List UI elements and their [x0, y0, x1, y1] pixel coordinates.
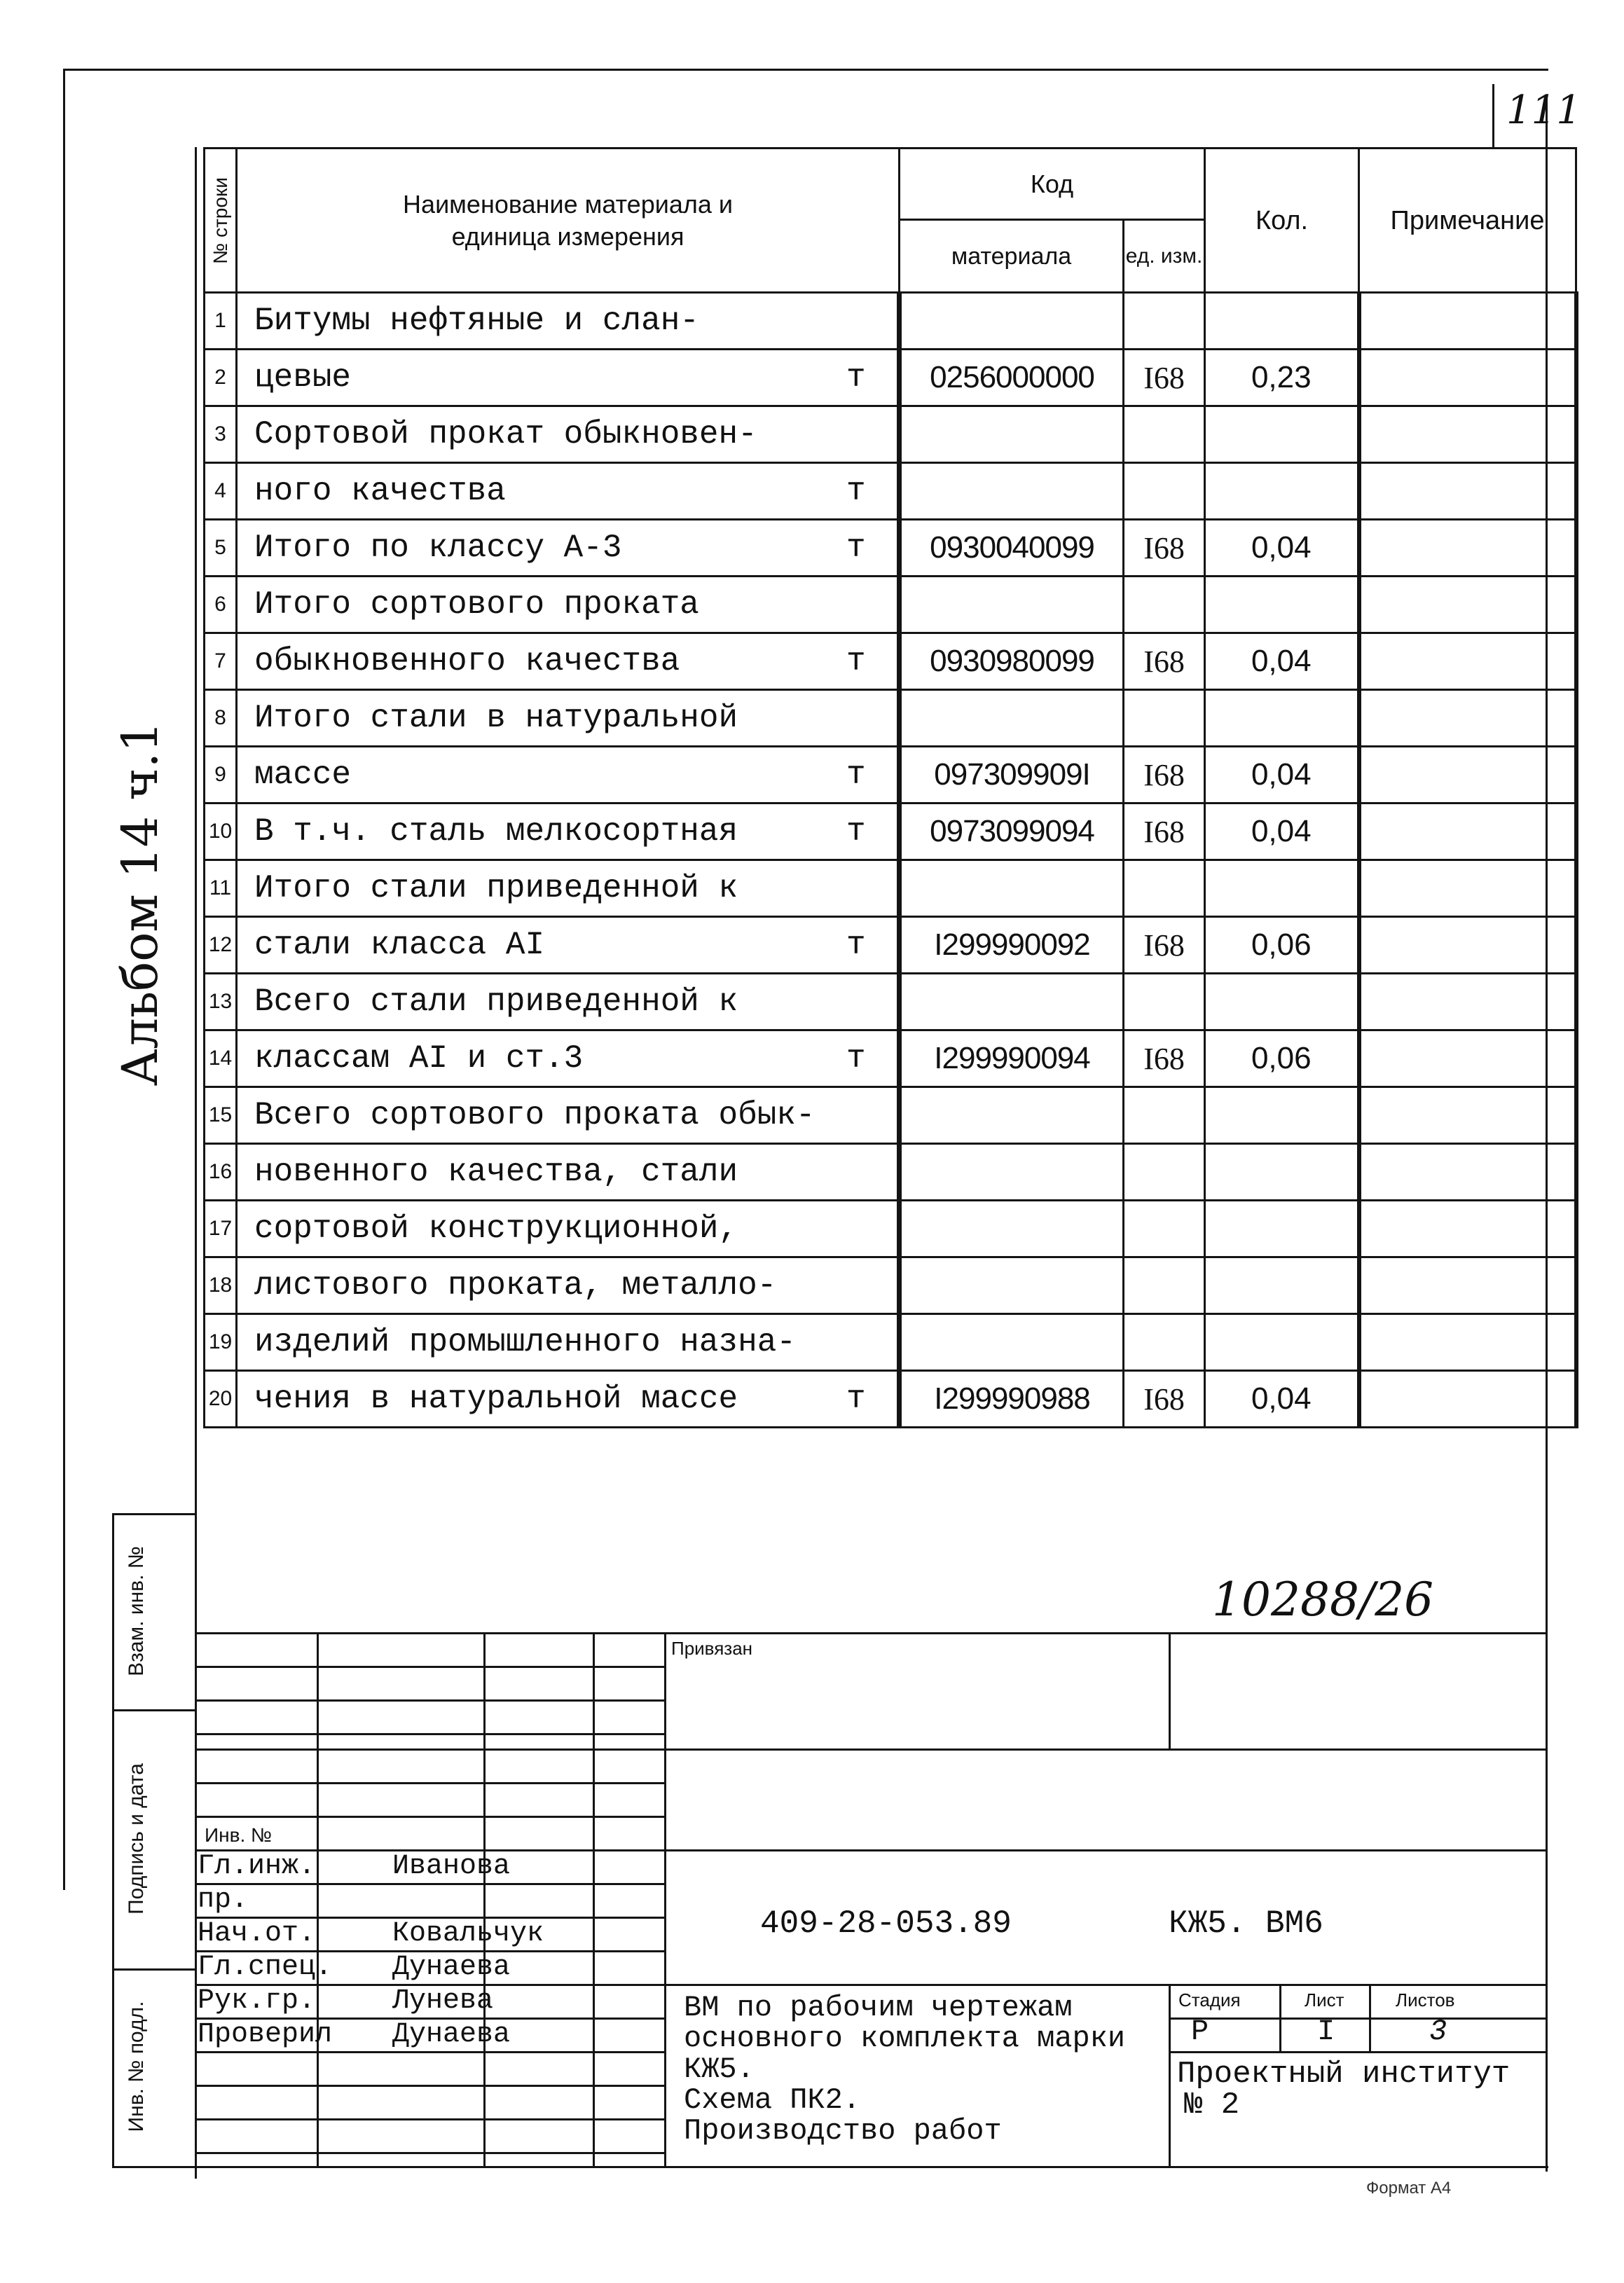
material-unit: т — [816, 917, 900, 974]
material-name: Итого сортового проката — [237, 577, 816, 633]
org-line-1: Проектный институт — [1177, 2057, 1511, 2092]
material-unit — [816, 577, 900, 633]
note-cell — [1359, 406, 1576, 463]
signature-role: Гл.спец. — [198, 1952, 333, 1983]
material-name: Итого по классу А-3 — [237, 520, 816, 577]
unit-code — [1124, 860, 1205, 917]
page-number-box-left — [1492, 84, 1494, 147]
side-stamp-left — [112, 1513, 114, 2168]
table-row — [205, 1371, 1576, 1428]
unit-code — [1124, 1144, 1205, 1201]
material-unit — [816, 1314, 900, 1371]
material-name: В т.ч. сталь мелкосортная — [237, 803, 816, 860]
frame-top — [63, 69, 1548, 71]
table-row — [205, 293, 1576, 350]
stage-value: Р — [1191, 2015, 1209, 2048]
format-label: Формат А4 — [1366, 2179, 1452, 2198]
row-number: 12 — [205, 917, 237, 974]
row-number: 11 — [205, 860, 237, 917]
row-number: 17 — [205, 1201, 237, 1257]
signature-role: Проверил — [198, 2019, 333, 2050]
header-row-no-label: № строки — [209, 177, 231, 264]
title-line: ВМ по рабочим чертежам — [684, 1991, 1073, 2025]
material-name: Сортовой прокат обыкновен- — [237, 406, 816, 463]
header-name — [237, 149, 900, 293]
header-name-label: Наименование материала и единица измерения — [403, 189, 733, 251]
table-row — [205, 1257, 1576, 1314]
material-name: классам AI и ст.3 — [237, 1030, 816, 1087]
unit-code — [1124, 1087, 1205, 1144]
title-line: КЖ5. — [684, 2053, 755, 2086]
table-row — [205, 520, 1576, 577]
sheet-label: Лист — [1305, 1989, 1344, 2010]
signature-name: Ковальчук — [392, 1918, 544, 1950]
quantity — [1205, 1201, 1359, 1257]
material-name: изделий промышленного назна- — [237, 1314, 816, 1371]
note-cell — [1359, 1201, 1576, 1257]
material-code — [900, 1314, 1124, 1371]
material-code: I299990092 — [900, 917, 1124, 974]
unit-code: I68 — [1124, 633, 1205, 690]
row-number: 15 — [205, 1087, 237, 1144]
unit-code: I68 — [1124, 520, 1205, 577]
inv-no-label: Инв. № — [205, 1824, 273, 1846]
quantity — [1205, 1314, 1359, 1371]
material-unit — [816, 406, 900, 463]
material-name: Итого стали приведенной к — [237, 860, 816, 917]
note-cell — [1359, 747, 1576, 803]
quantity: 0,04 — [1205, 520, 1359, 577]
registration-number: 10288/26 — [1212, 1573, 1434, 1627]
material-name: ного качества — [237, 463, 816, 520]
frame-left — [63, 69, 65, 1890]
row-number: 19 — [205, 1314, 237, 1371]
table-row — [205, 633, 1576, 690]
note-cell — [1359, 293, 1576, 350]
material-code — [900, 1257, 1124, 1314]
side-stamp-div3 — [112, 1968, 196, 1971]
unit-code — [1124, 974, 1205, 1030]
row-number: 4 — [205, 463, 237, 520]
material-code: I299990094 — [900, 1030, 1124, 1087]
material-name: Всего стали приведенной к — [237, 974, 816, 1030]
note-cell — [1359, 917, 1576, 974]
material-unit — [816, 1087, 900, 1144]
note-cell — [1359, 803, 1576, 860]
row-number: 6 — [205, 577, 237, 633]
privyazan-label: Привязан — [671, 1638, 753, 1659]
stage-label: Стадия — [1178, 1989, 1241, 2010]
quantity — [1205, 1257, 1359, 1314]
material-code — [900, 1144, 1124, 1201]
side-label-inv-podl: Инв. № подл. — [125, 2001, 148, 2132]
material-name: Всего сортового проката обык- — [237, 1087, 816, 1144]
unit-code: I68 — [1124, 803, 1205, 860]
table-row — [205, 860, 1576, 917]
doc-mark: КЖ5. ВМ6 — [1169, 1905, 1323, 1942]
material-name: стали класса AI — [237, 917, 816, 974]
material-code: 097309909I — [900, 747, 1124, 803]
material-name: Битумы нефтяные и слан- — [237, 293, 816, 350]
note-cell — [1359, 463, 1576, 520]
material-unit — [816, 1144, 900, 1201]
doc-code: 409-28-053.89 — [760, 1905, 1012, 1942]
row-number: 16 — [205, 1144, 237, 1201]
material-unit: т — [816, 803, 900, 860]
title-line: основного комплекта марки — [684, 2022, 1126, 2055]
table-row — [205, 917, 1576, 974]
sheet-value: I — [1317, 2015, 1335, 2048]
material-code: 0256000000 — [900, 350, 1124, 406]
signature-name: Лунева — [392, 1985, 494, 2017]
unit-code: I68 — [1124, 917, 1205, 974]
unit-code — [1124, 1201, 1205, 1257]
page-number: 111 — [1506, 88, 1581, 133]
table-row — [205, 463, 1576, 520]
table-row — [205, 577, 1576, 633]
header-material: материала — [900, 220, 1124, 293]
material-name: Итого стали в натуральной — [237, 690, 816, 747]
material-unit: т — [816, 1030, 900, 1087]
material-unit — [816, 293, 900, 350]
quantity — [1205, 577, 1359, 633]
unit-code: I68 — [1124, 747, 1205, 803]
quantity — [1205, 1087, 1359, 1144]
header-note: Примечание — [1359, 149, 1576, 293]
signature-name: Иванова — [392, 1851, 511, 1882]
unit-code — [1124, 406, 1205, 463]
side-label-vzam: Взам. инв. № — [125, 1546, 148, 1676]
material-code: I299990988 — [900, 1371, 1124, 1428]
note-cell — [1359, 974, 1576, 1030]
row-number: 14 — [205, 1030, 237, 1087]
material-code — [900, 577, 1124, 633]
material-unit — [816, 860, 900, 917]
unit-code — [1124, 1257, 1205, 1314]
material-code — [900, 406, 1124, 463]
title-line: Схема ПК2. — [684, 2083, 861, 2117]
quantity — [1205, 690, 1359, 747]
side-label-podpis: Подпись и дата — [125, 1763, 148, 1915]
sheets-label: Листов — [1396, 1989, 1455, 2010]
row-number: 9 — [205, 747, 237, 803]
header-qty: Кол. — [1205, 149, 1359, 293]
org-line-2: № 2 — [1184, 2088, 1240, 2123]
material-code: 0930980099 — [900, 633, 1124, 690]
material-unit: т — [816, 1371, 900, 1428]
note-cell — [1359, 350, 1576, 406]
header-unit: ед. изм. — [1124, 220, 1205, 293]
material-code: 0973099094 — [900, 803, 1124, 860]
material-code — [900, 860, 1124, 917]
row-number: 13 — [205, 974, 237, 1030]
material-unit: т — [816, 633, 900, 690]
quantity — [1205, 974, 1359, 1030]
sheets-value: 3 — [1429, 2015, 1447, 2048]
row-number: 7 — [205, 633, 237, 690]
table-row — [205, 1030, 1576, 1087]
note-cell — [1359, 1087, 1576, 1144]
material-code: 0930040099 — [900, 520, 1124, 577]
table-row — [205, 1201, 1576, 1257]
row-number: 1 — [205, 293, 237, 350]
note-cell — [1359, 577, 1576, 633]
table-row — [205, 803, 1576, 860]
quantity: 0,04 — [1205, 1371, 1359, 1428]
material-code — [900, 1201, 1124, 1257]
spec-table — [203, 147, 1578, 1428]
signature-role: пр. — [198, 1884, 249, 1916]
note-cell — [1359, 1314, 1576, 1371]
row-number: 5 — [205, 520, 237, 577]
note-cell — [1359, 1371, 1576, 1428]
row-number: 20 — [205, 1371, 237, 1428]
note-cell — [1359, 860, 1576, 917]
material-name: массе — [237, 747, 816, 803]
material-code — [900, 690, 1124, 747]
signature-name: Дунаева — [392, 2019, 511, 2050]
material-unit: т — [816, 520, 900, 577]
material-code — [900, 293, 1124, 350]
signature-name: Дунаева — [392, 1952, 511, 1983]
unit-code — [1124, 1314, 1205, 1371]
row-number: 2 — [205, 350, 237, 406]
note-cell — [1359, 690, 1576, 747]
note-cell — [1359, 1257, 1576, 1314]
material-name: листового проката, металло- — [237, 1257, 816, 1314]
table-row — [205, 1144, 1576, 1201]
material-name: обыкновенного качества — [237, 633, 816, 690]
quantity: 0,04 — [1205, 803, 1359, 860]
side-stamp-div2 — [112, 1709, 196, 1711]
quantity: 0,23 — [1205, 350, 1359, 406]
material-name: сортовой конструкционной, — [237, 1201, 816, 1257]
material-unit — [816, 1257, 900, 1314]
unit-code — [1124, 690, 1205, 747]
header-code: Код — [900, 149, 1205, 220]
frame-bottom — [112, 2166, 1548, 2168]
signature-role: Рук.гр. — [198, 1985, 316, 2017]
signature-role: Нач.от. — [198, 1918, 316, 1950]
row-number: 3 — [205, 406, 237, 463]
unit-code — [1124, 577, 1205, 633]
material-unit — [816, 690, 900, 747]
material-unit: т — [816, 350, 900, 406]
quantity: 0,06 — [1205, 917, 1359, 974]
title-line: Производство работ — [684, 2114, 1002, 2148]
quantity — [1205, 293, 1359, 350]
unit-code — [1124, 463, 1205, 520]
unit-code: I68 — [1124, 1371, 1205, 1428]
unit-code: I68 — [1124, 1030, 1205, 1087]
row-number: 10 — [205, 803, 237, 860]
material-name: чения в натуральной массе — [237, 1371, 816, 1428]
material-code — [900, 974, 1124, 1030]
quantity: 0,06 — [1205, 1030, 1359, 1087]
quantity — [1205, 463, 1359, 520]
table-row — [205, 1314, 1576, 1371]
album-label: Альбом 14 ч.1 — [111, 721, 169, 1087]
note-cell — [1359, 633, 1576, 690]
table-row — [205, 350, 1576, 406]
quantity: 0,04 — [1205, 633, 1359, 690]
row-number: 8 — [205, 690, 237, 747]
note-cell — [1359, 1030, 1576, 1087]
material-unit — [816, 1201, 900, 1257]
table-row — [205, 690, 1576, 747]
material-unit: т — [816, 747, 900, 803]
quantity — [1205, 1144, 1359, 1201]
material-unit: т — [816, 463, 900, 520]
material-code — [900, 1087, 1124, 1144]
quantity — [1205, 406, 1359, 463]
table-row — [205, 1087, 1576, 1144]
quantity — [1205, 860, 1359, 917]
side-stamp-div1 — [112, 1513, 196, 1515]
table-row — [205, 406, 1576, 463]
frame-inner-left — [195, 147, 197, 2179]
note-cell — [1359, 520, 1576, 577]
quantity: 0,04 — [1205, 747, 1359, 803]
row-number: 18 — [205, 1257, 237, 1314]
material-code — [900, 463, 1124, 520]
table-row — [205, 747, 1576, 803]
header-row-no — [205, 149, 237, 293]
material-unit — [816, 974, 900, 1030]
unit-code: I68 — [1124, 350, 1205, 406]
signature-role: Гл.инж. — [198, 1851, 316, 1882]
note-cell — [1359, 1144, 1576, 1201]
table-row — [205, 974, 1576, 1030]
material-name: цевые — [237, 350, 816, 406]
material-name: новенного качества, стали — [237, 1144, 816, 1201]
unit-code — [1124, 293, 1205, 350]
